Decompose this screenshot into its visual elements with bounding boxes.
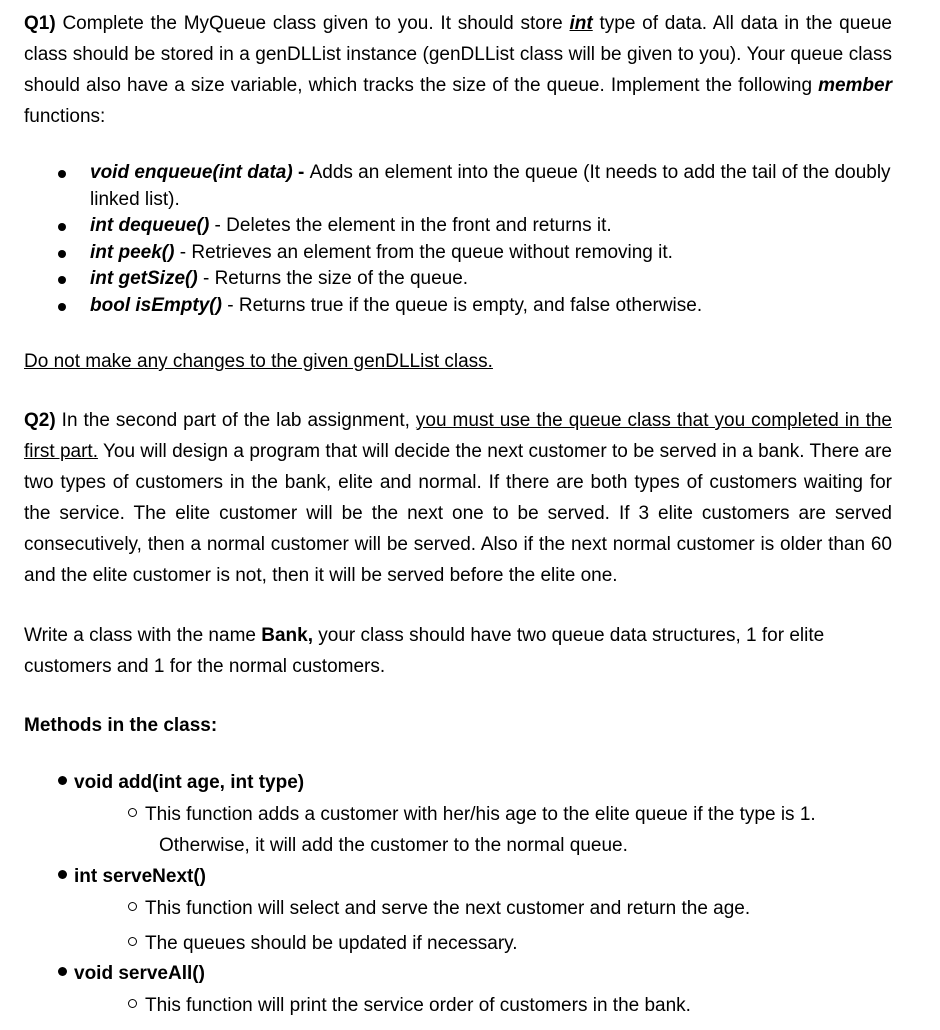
- bullet-icon: [58, 223, 66, 231]
- function-signature: void enqueue(int data): [90, 162, 293, 183]
- function-separator: -: [197, 268, 215, 289]
- q1-function-list: [58, 160, 898, 319]
- circle-bullet-icon: [128, 937, 137, 946]
- q1-int-word: int: [569, 13, 593, 34]
- method-detail-text: The queues should be updated if necessary.: [145, 933, 518, 954]
- function-signature: int dequeue(): [90, 215, 210, 236]
- method-signature: void add(int age, int type): [74, 772, 305, 793]
- q1-label: Q1): [24, 13, 56, 34]
- method-detail: [128, 799, 908, 861]
- q2-intro-a: In the second part of the lab assignment,: [55, 410, 416, 431]
- q2-label: Q2): [24, 410, 56, 431]
- method-detail: [128, 928, 908, 959]
- list-item: [58, 213, 898, 240]
- method-item: [58, 963, 205, 985]
- q2-intro-underlined: you must use the queue class that you completed in the first part.: [24, 410, 892, 462]
- bullet-icon: [58, 776, 67, 785]
- function-signature: bool isEmpty(): [90, 294, 222, 316]
- method-detail-text: This function adds a customer with her/his age to the elite queue if the type is 1.: [145, 804, 816, 825]
- q2-class-b: your class should have two queue data structures, 1 for elite customers and 1 for the normal customers.: [24, 625, 825, 677]
- function-description: Retrieves an element from the queue without removing it.: [191, 241, 673, 263]
- list-item: [58, 160, 898, 213]
- list-item: [58, 266, 898, 293]
- method-detail: [128, 990, 908, 1021]
- function-description: Adds an element into the queue (It needs to add the tail of the doubly linked list).: [90, 162, 891, 210]
- q1-note: Do not make any changes to the given genDLList class.: [24, 351, 493, 372]
- function-separator: -: [174, 241, 192, 263]
- function-separator: -: [221, 294, 239, 316]
- method-detail-text: This function will print the service order of customers in the bank.: [145, 995, 691, 1016]
- q1-intro: [24, 8, 892, 132]
- bullet-icon: [58, 170, 66, 178]
- q2-class-description: [24, 620, 892, 682]
- q2-intro-b: You will design a program that will decide the next customer to be served in a bank. There are two types of customers in the bank, elite and normal. If there are both types of customers waiting for the service. The elite customer will be the next one to be served. If 3 elite customers are served consecutively, then a normal customer will be served. Also if the next normal customer is older than 60 and the elite customer is not, then it will be served before the elite one.: [24, 441, 892, 586]
- q1-intro-c: functions:: [24, 106, 106, 127]
- q1-member-word: member: [818, 75, 892, 96]
- function-description: Returns the size of the queue.: [214, 268, 469, 289]
- function-separator: -: [292, 162, 310, 183]
- method-item: [58, 772, 304, 794]
- q2-class-name: Bank,: [261, 625, 313, 646]
- method-signature: int serveNext(): [74, 866, 206, 887]
- function-separator: -: [209, 215, 227, 236]
- bullet-icon: [58, 250, 66, 258]
- bullet-icon: [58, 870, 67, 879]
- circle-bullet-icon: [128, 808, 137, 817]
- function-description: Deletes the element in the front and returns it.: [226, 215, 612, 236]
- methods-heading: Methods in the class:: [24, 715, 218, 736]
- q1-intro-a: Complete the MyQueue class given to you. It should store: [55, 13, 570, 34]
- method-detail-text: This function will select and serve the next customer and return the age.: [145, 898, 751, 919]
- function-signature: int peek(): [90, 241, 175, 263]
- method-detail-text: Otherwise, it will add the customer to the normal queue.: [159, 835, 628, 856]
- method-signature: void serveAll(): [74, 963, 205, 984]
- circle-bullet-icon: [128, 902, 137, 911]
- method-detail: [128, 893, 908, 924]
- bullet-icon: [58, 276, 66, 284]
- list-item: [58, 293, 898, 320]
- bullet-icon: [58, 967, 67, 976]
- q2-class-a: Write a class with the name: [24, 625, 262, 646]
- function-signature: int getSize(): [90, 268, 198, 289]
- circle-bullet-icon: [128, 999, 137, 1008]
- q2-intro: [24, 405, 892, 591]
- q1-intro-b: type of data. All data in the queue class should be stored in a genDLList instance (genDLList class will be given to you). Your queue class should also have a size variable, which tracks the size of the queue. Implement the following: [24, 13, 892, 96]
- list-item: [58, 240, 898, 267]
- method-item: [58, 866, 206, 888]
- bullet-icon: [58, 303, 66, 311]
- function-description: Returns true if the queue is empty, and false otherwise.: [238, 294, 703, 316]
